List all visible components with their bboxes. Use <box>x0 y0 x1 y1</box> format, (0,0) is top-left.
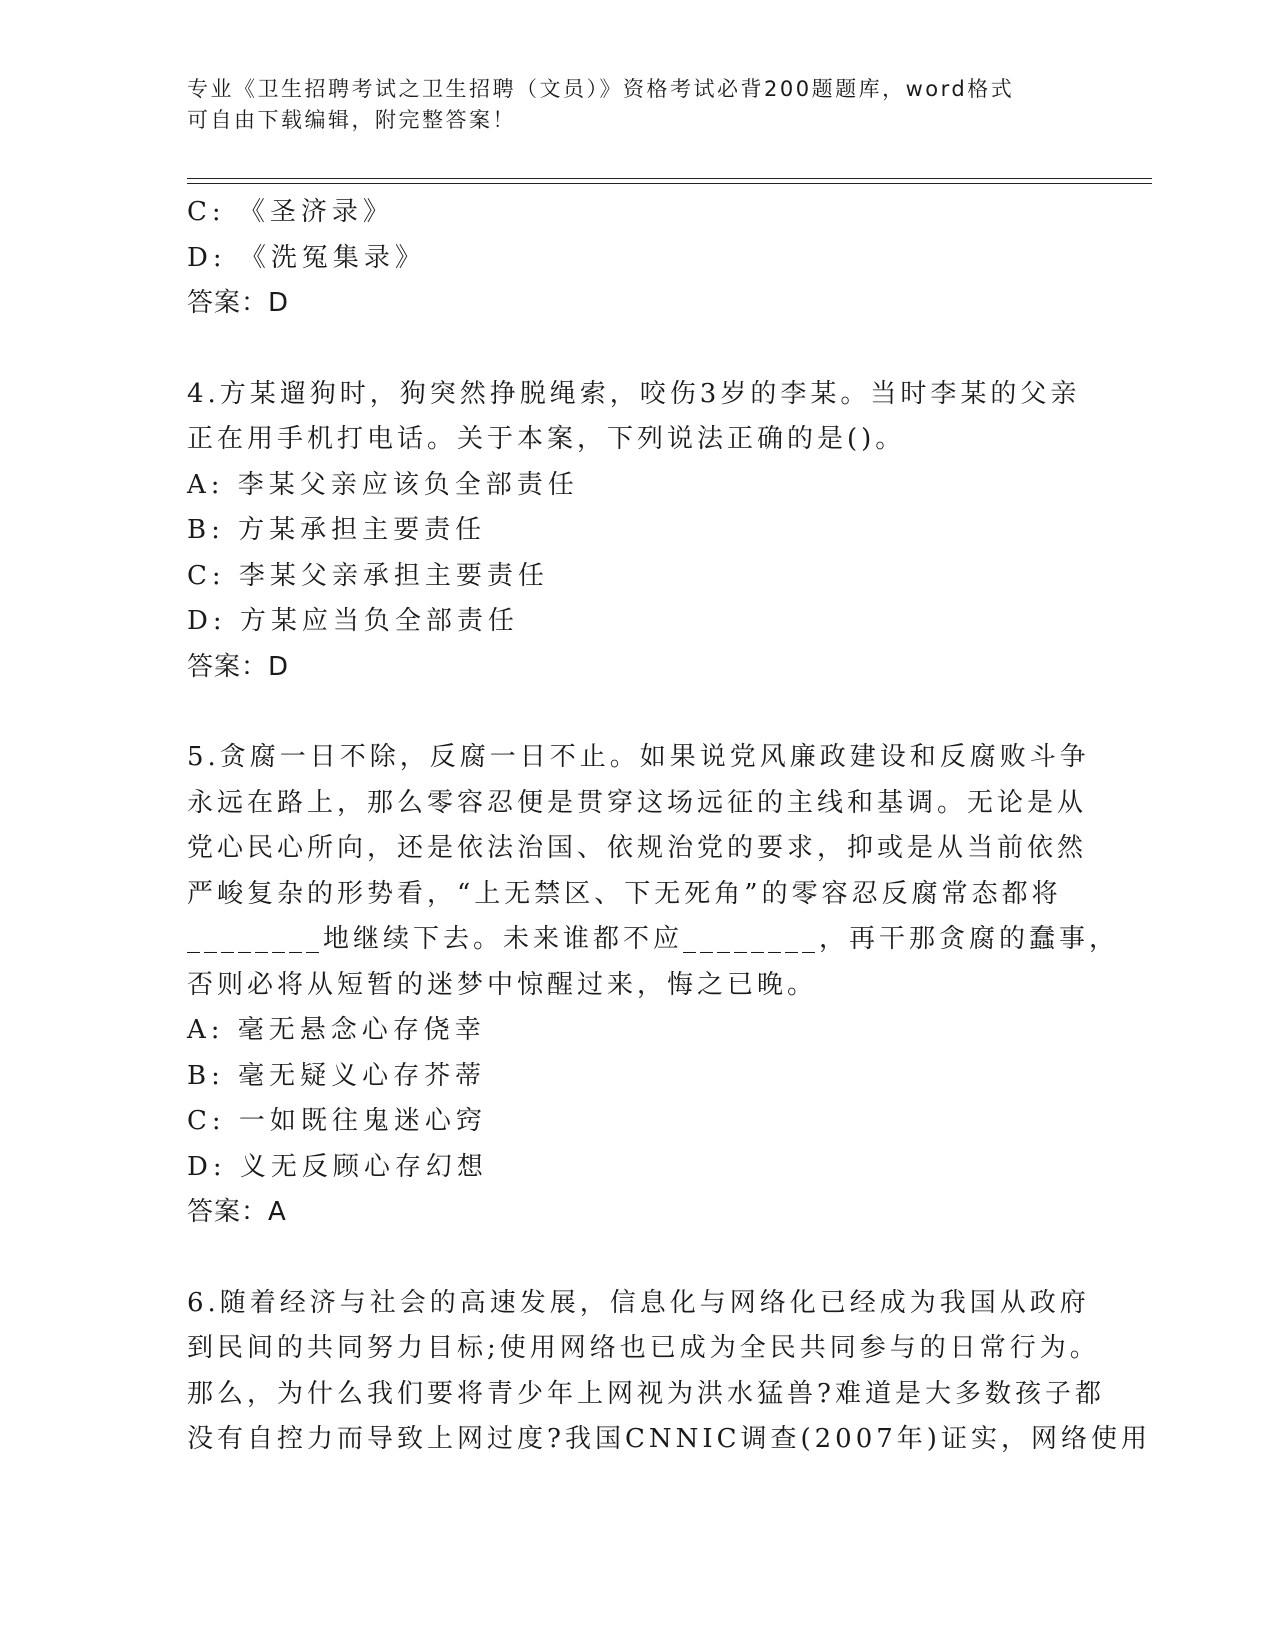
option-b: B: 毫无疑义心存芥蒂 <box>187 1060 487 1091</box>
option-c: C: 李某父亲承担主要责任 <box>187 560 549 591</box>
option-c: C: 一如既往鬼迷心窍 <box>187 1106 487 1136</box>
question-stem-line: 那么，为什么我们要将青少年上网视为洪水猛兽?难道是大多数孩子都 <box>187 1378 1105 1409</box>
question-stem-line: 没有自控力而导致上网过度?我国CNNIC调查(2007年)证实，网络使用 <box>187 1424 1151 1454</box>
document-header <box>187 74 1087 136</box>
header-line-2: 可自由下载编辑，附完整答案！ <box>187 108 516 132</box>
option-a: A: 李某父亲应该负全部责任 <box>187 469 579 500</box>
question-stem-line: 正在用手机打电话。关于本案，下列说法正确的是()。 <box>187 424 906 454</box>
question-4 <box>187 372 1087 691</box>
question-stem-line: 严峻复杂的形势看，“上无禁区、下无死角”的零容忍反腐常态都将 <box>187 878 1062 909</box>
header-rule-bottom <box>187 183 1152 184</box>
question-stem-line: 到民间的共同努力目标;使用网络也已成为全民共同参与的日常行为。 <box>187 1333 1100 1363</box>
option-b: B: 方某承担主要责任 <box>187 515 487 545</box>
header-rule-top <box>187 178 1152 179</box>
document-body <box>187 190 1151 1463</box>
answer: 答案：D <box>187 651 290 682</box>
question-stem-line: ________地继续下去。未来谁都不应________，再干那贪腐的蠢事， <box>187 924 1120 954</box>
question-stem-line: 6.随着经济与社会的高速发展，信息化与网络化已经成为我国从政府 <box>187 1287 1090 1318</box>
answer: 答案：D <box>187 288 290 318</box>
option-d: D: 《洗冤集录》 <box>187 242 426 273</box>
question-stem-line: 否则必将从短暂的迷梦中惊醒过来，悔之已晚。 <box>187 969 818 1000</box>
option-a: A: 毫无悬念心存侥幸 <box>187 1015 486 1045</box>
question-6 <box>187 1281 1151 1463</box>
option-c: C: 《圣济录》 <box>187 197 394 227</box>
header-line-1: 专业《卫生招聘考试之卫生招聘（文员）》资格考试必背200题题库，word格式 <box>187 77 1015 101</box>
question-5 <box>187 735 1120 1236</box>
option-d: D: 方某应当负全部责任 <box>187 606 519 636</box>
question-stem-line: 4.方某遛狗时，狗突然挣脱绳索，咬伤3岁的李某。当时李某的父亲 <box>187 378 1081 409</box>
question-stem-line: 5.贪腐一日不除，反腐一日不止。如果说党风廉政建设和反腐败斗争 <box>187 742 1090 772</box>
answer: 答案：A <box>187 1197 287 1227</box>
question-3-tail <box>187 190 1087 327</box>
option-d: D: 义无反顾心存幻想 <box>187 1151 488 1182</box>
question-stem-line: 党心民心所向，还是依法治国、依规治党的要求，抑或是从当前依然 <box>187 833 1088 863</box>
question-stem-line: 永远在路上，那么零容忍便是贯穿这场远征的主线和基调。无论是从 <box>187 787 1088 818</box>
